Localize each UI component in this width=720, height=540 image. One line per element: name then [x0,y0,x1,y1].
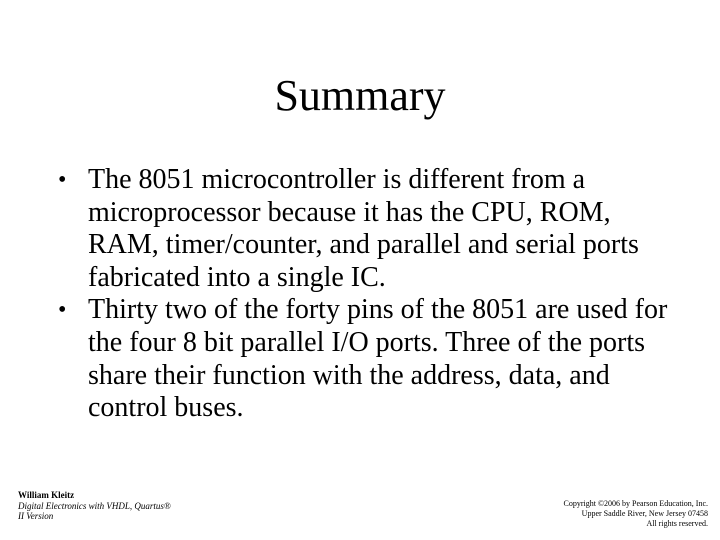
bullet-icon: • [58,297,67,324]
footer-author: William Kleitz [18,490,75,500]
slide-title: Summary [274,71,446,120]
footer-copyright-line1: Copyright ©2006 by Pearson Education, Inc. [563,499,708,508]
bullet-list [58,164,688,425]
bullet-item [58,164,688,294]
footer-copyright [564,499,709,529]
footer-book-title-line2: II Version [18,511,54,521]
bullet-icon: • [58,167,67,193]
footer-book-title-line1: Digital Electronics with VHDL, Quartus® [18,500,171,511]
bullet-text: The 8051 microcontroller is different from a microprocessor because it has the CPU, ROM, RAM, timer/counter, and parallel and serial ports fabricated into a single IC. [88,164,639,293]
bullet-item [58,294,688,424]
footer-copyright-line2: Upper Saddle River, New Jersey 07458 [581,509,708,518]
bullet-text: Thirty two of the forty pins of the 8051 are used for the four 8 bit parallel I/O ports. Three of the ports share their function with the address, data, and control buses. [88,294,668,424]
footer-copyright-line3: All rights reserved. [646,519,708,528]
footer-book-info [18,490,171,522]
